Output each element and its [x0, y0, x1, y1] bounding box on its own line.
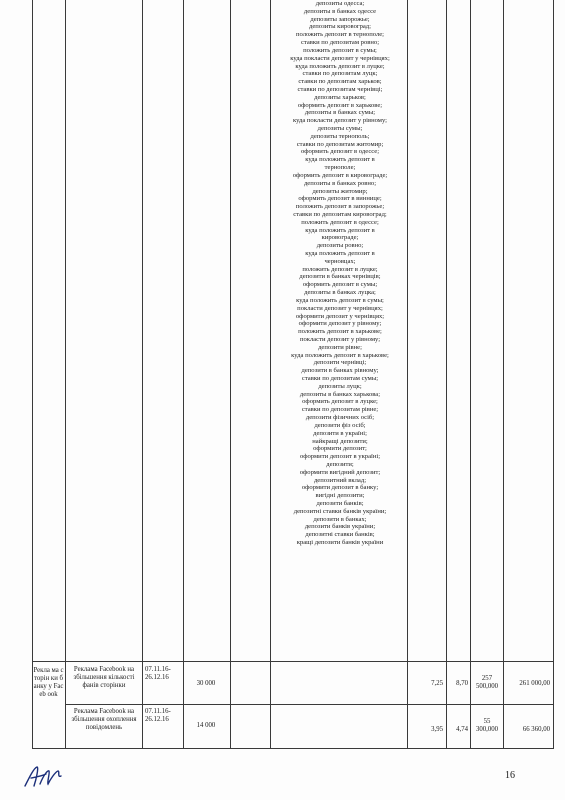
description-cell: Реклама Facebook на збільшення кількості фанів сторінки — [73, 666, 135, 689]
keyword-item: ставки по депозитам кировоград; — [293, 210, 387, 218]
budget-cell: 14 000 — [196, 722, 216, 729]
keyword-item: депозити в банках рівному; — [301, 367, 379, 375]
keyword-item: оформити депозит у чернівцях; — [295, 312, 385, 320]
channel-cell: Рекла ма сторін ки банку у Faceb ook — [33, 667, 64, 698]
keyword-item: депозити фізичних осіб; — [305, 414, 375, 422]
keyword-item: положить депозит в сумы; — [303, 46, 377, 54]
keyword-item: положить депозит в запорожье; — [295, 203, 385, 211]
reach-cell: 257 500,000 — [475, 675, 499, 690]
keyword-list — [270, 0, 410, 547]
keyword-item: депозитні ставки банків; — [305, 531, 375, 539]
description-cell: Реклама Facebook на збільшення охоплення повідомлень — [71, 708, 137, 731]
keyword-item: депозиты в банках одессе — [303, 7, 377, 15]
keyword-item: оформить депозит в луцке; — [302, 398, 378, 406]
table-col-line — [446, 0, 447, 748]
table-left-border — [32, 0, 33, 748]
keyword-item: депозиты луцк; — [318, 382, 362, 390]
keyword-item: оформити депозит у рівному; — [298, 320, 382, 328]
period-cell: 07.11.16-26.12.16 — [145, 666, 171, 681]
handwritten-signature-icon — [22, 762, 64, 790]
table-row-line — [32, 661, 554, 662]
keyword-item: депозиты одесса; — [315, 0, 365, 7]
keyword-item: найкращі депозити; — [312, 437, 368, 445]
keyword-item: покласти депозит у рівному; — [299, 335, 381, 343]
keyword-item: оформити депозит в україні; — [299, 453, 381, 461]
keyword-item: оформити депозит в банку; — [301, 484, 379, 492]
keyword-item: куда положить депозит в сумы; — [296, 296, 384, 304]
keyword-item: депозиты в банках сумы; — [304, 109, 376, 117]
keyword-item: вигідні депозити; — [315, 492, 365, 500]
keyword-item: депозити рівне; — [318, 343, 362, 351]
keyword-item: положить депозит в харькове; — [298, 328, 382, 336]
keyword-item: куда покласти депозит у рівному; — [292, 117, 388, 125]
keyword-item: кращі депозити банків україни — [296, 539, 384, 547]
keyword-item: оформити вигідний депозит; — [299, 468, 381, 476]
keyword-item: депозити в банках чернівців; — [299, 273, 381, 281]
keyword-item: ставки по депозитам рівне; — [301, 406, 379, 414]
keyword-item: депозиты кировоград; — [308, 23, 371, 31]
keyword-item: депозити банків; — [316, 500, 364, 507]
keyword-item: депозиты сумы; — [317, 125, 363, 132]
page-number: 16 — [505, 770, 515, 781]
keyword-item: депозитні ставки банків україни; — [293, 507, 387, 515]
table-right-border — [553, 0, 554, 748]
table-col-line — [183, 0, 184, 748]
keyword-item: оформить депозит в виннице; — [298, 195, 382, 203]
keyword-item: депозиты ровно; — [316, 242, 364, 250]
table-col-line — [230, 0, 231, 748]
keyword-item: депозиты в банках луцка; — [304, 289, 376, 297]
keyword-item: оформить депозит в одессе; — [300, 148, 380, 156]
table-bottom-border — [32, 748, 554, 749]
keyword-item: ставки по депозитам сумы; — [301, 375, 379, 382]
value-a-cell: 7,25 — [431, 680, 443, 687]
keyword-item: оформить депозит в харькове; — [297, 101, 383, 109]
keyword-item: тернополе; — [324, 164, 356, 172]
total-cell: 261 000,00 — [519, 680, 550, 687]
keyword-item: ставки по депозитам харьков; — [298, 78, 382, 86]
keyword-item: куда положить депозит в — [305, 250, 375, 257]
keyword-item: депозиты в банках харькова; — [299, 390, 381, 398]
keyword-item: депозити фіз осіб; — [314, 421, 366, 429]
keyword-item: оформить депозит в кировограде; — [292, 171, 388, 179]
keyword-item: депозити; — [326, 460, 354, 468]
keyword-item: ставки по депозитам ровно; — [300, 39, 380, 47]
keyword-item: депозиты тернополь; — [310, 132, 370, 140]
keyword-item: депозиты житомир; — [312, 187, 368, 195]
keyword-item: депозиты харьков; — [314, 93, 366, 101]
table-col-line — [470, 0, 471, 748]
keyword-item: оформити депозит; — [313, 445, 367, 453]
keyword-item: депозити в україні; — [313, 429, 367, 437]
keyword-item: куда положить депозит в харькове; — [291, 351, 389, 359]
keyword-item: депозити чернівці; — [313, 359, 367, 367]
table-row-line — [65, 704, 554, 705]
keyword-item: ставки по депозитам житомир; — [296, 140, 384, 148]
keyword-item: оформить депозит в сумы; — [302, 281, 378, 289]
keyword-item: кировограде; — [321, 234, 359, 242]
total-cell: 66 360,00 — [522, 726, 550, 733]
value-b-cell: 4,74 — [456, 726, 468, 733]
budget-cell: 30 000 — [196, 680, 216, 687]
value-b-cell: 8,70 — [456, 680, 468, 687]
keyword-item: депозиты запорожье; — [310, 15, 370, 23]
keyword-item: депозитний вклад; — [313, 476, 367, 484]
period-cell: 07.11.16-26.12.16 — [145, 708, 171, 723]
table-col-line — [65, 0, 66, 748]
keyword-item: покласти депозит у чернівцях; — [297, 304, 383, 312]
keyword-item: черновцах; — [324, 257, 356, 265]
keyword-item: куда покласти депозит у чернівцях; — [290, 54, 390, 62]
reach-cell: 55 300,000 — [475, 718, 499, 733]
keyword-item: положить депозит в тернополе; — [295, 31, 385, 39]
keyword-item: куда положить депозит в — [305, 226, 375, 234]
keyword-item: положить депозит в луцке; — [302, 265, 378, 273]
keyword-item: депозити банків україни; — [304, 523, 376, 531]
keyword-item: депозиты в банках ровно; — [303, 179, 377, 187]
keyword-item: ставки по депозитам луцк; — [302, 70, 378, 78]
keyword-item: положить депозит в одессе; — [301, 218, 379, 226]
keyword-item: ставки по депозитам чернівці; — [297, 85, 383, 93]
table-col-line — [142, 0, 143, 748]
table-col-line — [503, 0, 504, 748]
keyword-item: куда положить депозит в — [305, 156, 375, 164]
keyword-item: куда положить депозит в луцке; — [295, 62, 385, 70]
keyword-item: депозити в банках; — [313, 515, 367, 523]
value-a-cell: 3,95 — [431, 726, 443, 733]
